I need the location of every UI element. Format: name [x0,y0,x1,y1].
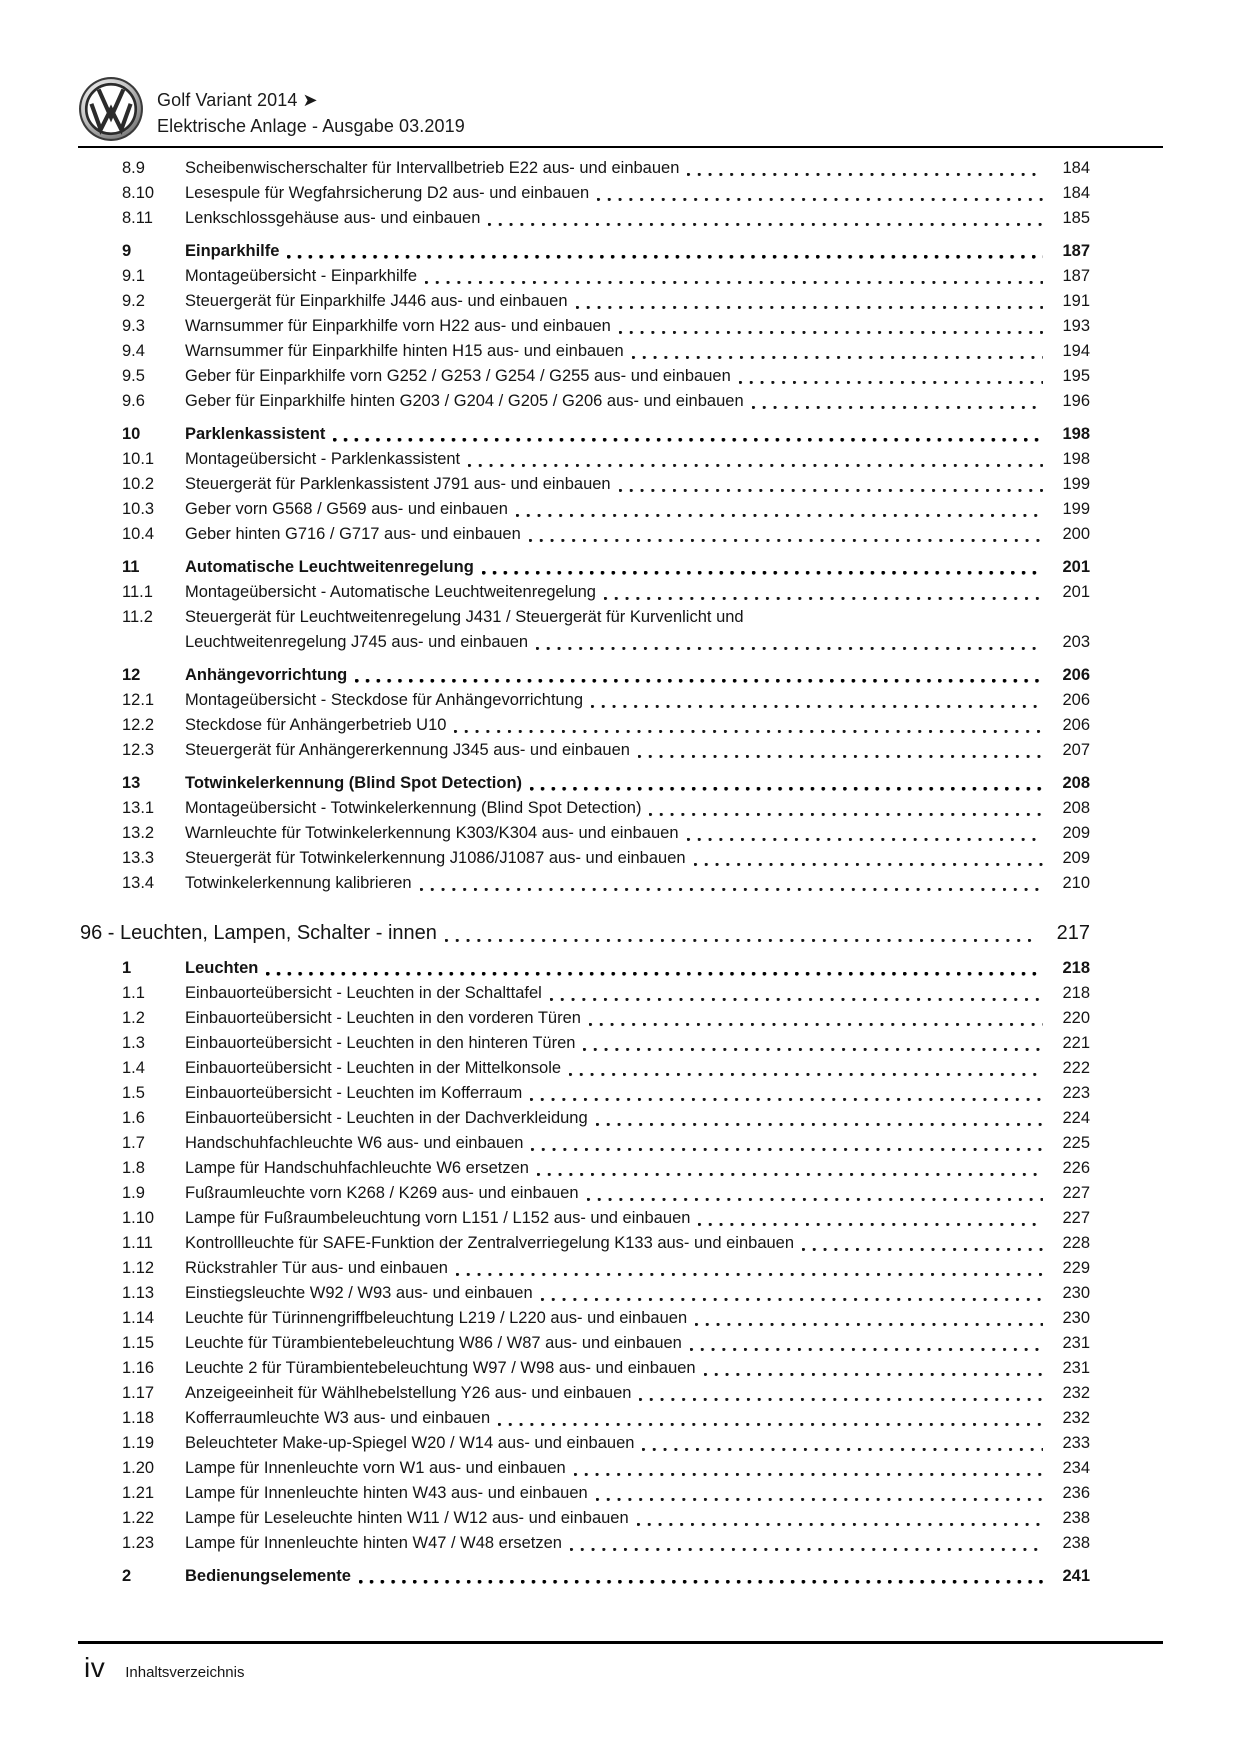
entry-title: Einbauorteübersicht - Leuchten in der Mittelkonsole [185,1059,562,1077]
toc-entry-row [80,156,1090,181]
dot-leader [468,453,1043,472]
entry-number: 9 [122,242,132,260]
toc-entry-row [80,846,1090,871]
page-number: 220 [1062,1009,1090,1027]
entry-title: Geber für Einparkhilfe hinten G203 / G204 / G205 / G206 aus- und einbauen [185,392,744,410]
entry-title: Rückstrahler Tür aus- und einbauen [185,1259,448,1277]
page-header [78,74,1163,142]
toc-entry-row [80,580,1090,605]
entry-title: Steuergerät für Leuchtweitenregelung J431 / Steuergerät für Kurvenlicht und [185,608,744,626]
toc-entry-row [80,447,1090,472]
entry-number: 10.3 [122,500,155,518]
toc-entry-row [80,472,1090,497]
page-number: 207 [1062,741,1090,759]
toc-entry-row [80,289,1090,314]
dot-leader [649,802,1043,821]
entry-number: 1.15 [122,1334,155,1352]
page-number: 228 [1062,1234,1090,1252]
entry-number: 12.3 [122,741,155,759]
page-number: 184 [1062,159,1090,177]
entry-title: Einbauorteübersicht - Leuchten in den hinteren Türen [185,1034,576,1052]
entry-number: 8.10 [122,184,155,202]
toc-entry-row [80,1506,1090,1531]
toc-entry-row [80,1181,1090,1206]
dot-leader [752,395,1043,414]
entry-number: 9.5 [122,367,145,385]
page-number: 194 [1062,342,1090,360]
entry-number: 9.3 [122,317,145,335]
entry-title-continued: Leuchtweitenregelung J745 aus- und einbauen [185,633,529,651]
entry-number: 1.16 [122,1359,155,1377]
dot-leader [632,345,1043,364]
entry-title: Lampe für Leseleuchte hinten W11 / W12 aus- und einbauen [185,1509,629,1527]
toc-entry-row [80,1381,1090,1406]
entry-title: Beleuchteter Make-up-Spiegel W20 / W14 aus- und einbauen [185,1434,635,1452]
entry-title: Lampe für Innenleuchte vorn W1 aus- und einbauen [185,1459,566,1477]
vw-logo-icon [78,76,144,142]
entry-title: Lesespule für Wegfahrsicherung D2 aus- und einbauen [185,184,590,202]
dot-leader [570,1537,1043,1556]
dot-leader [541,1287,1043,1306]
document-title-line2: Elektrische Anlage - Ausgabe 03.2019 [157,116,465,136]
page-number: 238 [1062,1509,1090,1527]
entry-number: 1.18 [122,1409,155,1427]
dot-leader [690,1337,1043,1356]
page-number: 231 [1062,1359,1090,1377]
entry-title: Warnsummer für Einparkhilfe hinten H15 aus- und einbauen [185,342,624,360]
page-number: 231 [1062,1334,1090,1352]
entry-title: Steuergerät für Anhängererkennung J345 aus- und einbauen [185,741,630,759]
entry-title: Leuchte für Türambientebeleuchtung W86 / W87 aus- und einbauen [185,1334,682,1352]
toc-entry-row [80,1331,1090,1356]
page-number: 236 [1062,1484,1090,1502]
dot-leader [619,478,1043,497]
dot-leader [425,270,1043,289]
page-footer [84,1652,244,1684]
page-number: 226 [1062,1159,1090,1177]
dot-leader [359,1570,1043,1589]
dot-leader [583,1037,1043,1056]
entry-number: 11 [122,558,140,576]
entry-number: 1.22 [122,1509,155,1527]
toc-entry-row [80,1006,1090,1031]
toc-chapter-row [80,422,1090,447]
entry-number: 1.4 [122,1059,145,1077]
dot-leader [420,877,1043,896]
entry-title: Kontrollleuchte für SAFE-Funktion der Zentralverriegelung K133 aus- und einbauen [185,1234,795,1252]
page-number: 193 [1062,317,1090,335]
entry-title: Lampe für Handschuhfachleuchte W6 ersetzen [185,1159,529,1177]
entry-number: 1.19 [122,1434,155,1452]
entry-title: Bedienungselemente [185,1567,351,1585]
dot-leader [454,719,1043,738]
page-number: 222 [1062,1059,1090,1077]
dot-leader [639,1387,1043,1406]
toc-entry-row [80,1106,1090,1131]
page-number: 218 [1062,984,1090,1002]
page-number: 218 [1062,959,1090,977]
toc-entry-row [80,821,1090,846]
entry-title: Montageübersicht - Parklenkassistent [185,450,461,468]
dot-leader [530,777,1043,796]
entry-title: Warnleuchte für Totwinkelerkennung K303/K304 aus- und einbauen [185,824,679,842]
entry-number: 13.3 [122,849,155,867]
entry-title: Handschuhfachleuchte W6 aus- und einbauen [185,1134,524,1152]
toc-list [80,156,1090,1589]
entry-title: Montageübersicht - Totwinkelerkennung (Blind Spot Detection) [185,799,642,817]
page-number: 184 [1062,184,1090,202]
page-number: 241 [1062,1567,1090,1585]
toc-entry-row [80,1406,1090,1431]
dot-leader [516,503,1043,522]
entry-title: Lampe für Innenleuchte hinten W43 aus- und einbauen [185,1484,588,1502]
entry-number: 2 [122,1567,132,1585]
page-number: 199 [1062,500,1090,518]
entry-title: Einbauorteübersicht - Leuchten in den vorderen Türen [185,1009,581,1027]
entry-title: Geber vorn G568 / G569 aus- und einbauen [185,500,508,518]
dot-leader [536,636,1043,655]
entry-number: 9.2 [122,292,145,310]
page-number: 198 [1062,450,1090,468]
entry-number: 1.8 [122,1159,145,1177]
entry-number: 1.3 [122,1034,145,1052]
toc-entry-row [80,1431,1090,1456]
page-number: 191 [1062,292,1090,310]
dot-leader [537,1162,1043,1181]
entry-title: Lenkschlossgehäuse aus- und einbauen [185,209,481,227]
entry-title: Leuchte 2 für Türambientebeleuchtung W97 / W98 aus- und einbauen [185,1359,696,1377]
page-number: 209 [1062,849,1090,867]
page-number: 229 [1062,1259,1090,1277]
entry-title: Scheibenwischerschalter für Intervallbetrieb E22 aus- und einbauen [185,159,680,177]
page-number: 195 [1062,367,1090,385]
page-number: 196 [1062,392,1090,410]
entry-number: 1.17 [122,1384,155,1402]
entry-title: Fußraumleuchte vorn K268 / K269 aus- und einbauen [185,1184,579,1202]
toc-entry-row [80,981,1090,1006]
entry-number: 11.2 [122,608,153,626]
dot-leader [531,1137,1043,1156]
entry-number: 1.14 [122,1309,155,1327]
entry-title: Totwinkelerkennung kalibrieren [185,874,412,892]
entry-title: Anhängevorrichtung [185,666,348,684]
dot-leader [698,1212,1043,1231]
page-number: 230 [1062,1284,1090,1302]
toc-entry-row [80,1481,1090,1506]
dot-leader [355,669,1043,688]
toc-entry-row [80,314,1090,339]
toc-entry-row [80,264,1090,289]
dot-leader [488,212,1043,231]
entry-number: 1.6 [122,1109,145,1127]
page-number: 187 [1062,267,1090,285]
toc-entry-row [80,1206,1090,1231]
page-number: 208 [1062,799,1090,817]
toc-entry-row [80,1256,1090,1281]
dot-leader [695,1312,1043,1331]
dot-leader [694,852,1043,871]
toc-chapter-row [80,555,1090,580]
page-number: 199 [1062,475,1090,493]
entry-title: Einstiegsleuchte W92 / W93 aus- und einbauen [185,1284,533,1302]
dot-leader [482,561,1043,580]
toc-entry-row [80,871,1090,896]
page-number: 198 [1062,425,1090,443]
page-number: 232 [1062,1409,1090,1427]
entry-title: Einbauorteübersicht - Leuchten in der Dachverkleidung [185,1109,588,1127]
entry-title: Anzeigeeinheit für Wählhebelstellung Y26 aus- und einbauen [185,1384,632,1402]
page-number: 210 [1062,874,1090,892]
dot-leader [266,962,1043,981]
entry-number: 10 [122,425,141,443]
toc-entry-row [80,181,1090,206]
toc-entry-row [80,1356,1090,1381]
toc-entry-row [80,1056,1090,1081]
dot-leader [587,1187,1043,1206]
page-number: 208 [1062,774,1090,792]
entry-number: 9.6 [122,392,145,410]
page-number: 201 [1062,558,1090,576]
entry-title: Montageübersicht - Steckdose für Anhängevorrichtung [185,691,584,709]
dot-leader [445,926,1037,948]
dot-leader [596,1487,1043,1506]
toc-entry-row [80,713,1090,738]
dot-leader [333,428,1043,447]
page-number: 227 [1062,1184,1090,1202]
dot-leader [687,827,1043,846]
toc-chapter-row [80,239,1090,264]
dot-leader [530,1087,1043,1106]
toc-chapter-row [80,956,1090,981]
dot-leader [687,162,1043,181]
document-title-line1: Golf Variant 2014 ➤ [157,90,318,110]
entry-number: 12.2 [122,716,155,734]
page-number: 187 [1062,242,1090,260]
dot-leader [739,370,1043,389]
page-number: 203 [1062,633,1090,651]
dot-leader [619,320,1043,339]
entry-number: 13.2 [122,824,155,842]
page-number: 209 [1062,824,1090,842]
toc-entry-row [80,605,1090,655]
entry-number: 10.2 [122,475,155,493]
entry-number: 9.4 [122,342,145,360]
dot-leader [638,744,1043,763]
entry-number: 13.1 [122,799,155,817]
entry-number: 1.5 [122,1084,145,1102]
entry-number: 1.2 [122,1009,145,1027]
entry-number: 1.9 [122,1184,145,1202]
toc-chapter-row [80,771,1090,796]
toc-entry-row [80,1081,1090,1106]
toc-entry-row [80,796,1090,821]
page-number: 201 [1062,583,1090,601]
entry-number: 12 [122,666,141,684]
entry-title: Steuergerät für Parklenkassistent J791 aus- und einbauen [185,475,611,493]
page-number: 233 [1062,1434,1090,1452]
dot-leader [456,1262,1043,1281]
entry-title: Steuergerät für Totwinkelerkennung J1086/J1087 aus- und einbauen [185,849,686,867]
page-number: 225 [1062,1134,1090,1152]
page-number: 185 [1062,209,1090,227]
entry-number: 8.9 [122,159,145,177]
entry-number: 1.13 [122,1284,155,1302]
entry-number: 1.21 [122,1484,155,1502]
entry-title: Parklenkassistent [185,425,326,443]
entry-number: 9.1 [122,267,145,285]
page-number: 224 [1062,1109,1090,1127]
entry-number: 10.1 [122,450,155,468]
toc-entry-row [80,389,1090,414]
footer-page-number: iv [84,1652,106,1683]
toc-entry-row [80,1131,1090,1156]
toc-entry-row [80,688,1090,713]
page-number: 238 [1062,1534,1090,1552]
toc-entry-row [80,1231,1090,1256]
entry-number: 11.1 [122,583,153,601]
page-number: 200 [1062,525,1090,543]
entry-title: Steckdose für Anhängerbetrieb U10 [185,716,447,734]
entry-number: 1.11 [122,1234,153,1252]
toc-entry-row [80,1156,1090,1181]
dot-leader [596,1112,1043,1131]
group-title: 96 - Leuchten, Lampen, Schalter - innen [80,922,437,944]
page-number: 230 [1062,1309,1090,1327]
entry-number: 1.10 [122,1209,155,1227]
footer-label: Inhaltsverzeichnis [125,1664,245,1681]
toc-entry-row [80,1281,1090,1306]
entry-title: Einbauorteübersicht - Leuchten in der Schalttafel [185,984,542,1002]
entry-number: 13.4 [122,874,155,892]
dot-leader [642,1437,1043,1456]
dot-leader [802,1237,1043,1256]
toc-entry-row [80,1031,1090,1056]
entry-title: Warnsummer für Einparkhilfe vorn H22 aus- und einbauen [185,317,611,335]
entry-number: 1.7 [122,1134,145,1152]
page-number: 206 [1062,691,1090,709]
entry-title: Einbauorteübersicht - Leuchten im Kofferraum [185,1084,523,1102]
toc-entry-row [80,522,1090,547]
entry-title: Leuchten [185,959,259,977]
dot-leader [576,295,1043,314]
dot-leader [498,1412,1043,1431]
entry-title: Einparkhilfe [185,242,280,260]
page-number: 206 [1062,666,1090,684]
toc-entry-row [80,1306,1090,1331]
dot-leader [569,1062,1043,1081]
entry-number: 13 [122,774,141,792]
entry-title: Leuchte für Türinnengriffbeleuchtung L219 / L220 aus- und einbauen [185,1309,688,1327]
dot-leader [597,187,1043,206]
dot-leader [287,245,1043,264]
page-number: 223 [1062,1084,1090,1102]
toc-entry-row [80,206,1090,231]
page-number: 232 [1062,1384,1090,1402]
page-number: 217 [1056,922,1090,944]
dot-leader [574,1462,1043,1481]
toc-entry-row [80,1456,1090,1481]
entry-number: 1.20 [122,1459,155,1477]
entry-title: Montageübersicht - Automatische Leuchtweitenregelung [185,583,596,601]
entry-number: 1.12 [122,1259,155,1277]
entry-title: Geber für Einparkhilfe vorn G252 / G253 / G254 / G255 aus- und einbauen [185,367,731,385]
page-number: 227 [1062,1209,1090,1227]
dot-leader [589,1012,1043,1031]
dot-leader [591,694,1043,713]
page-number: 221 [1062,1034,1090,1052]
header-divider [78,146,1163,148]
dot-leader [704,1362,1043,1381]
entry-number: 1 [122,959,132,977]
entry-number: 12.1 [122,691,155,709]
entry-title: Lampe für Fußraumbeleuchtung vorn L151 / L152 aus- und einbauen [185,1209,691,1227]
toc-entry-row [80,364,1090,389]
entry-title: Totwinkelerkennung (Blind Spot Detection) [185,774,523,792]
entry-number: 10.4 [122,525,155,543]
toc-entry-row [80,339,1090,364]
page-number: 234 [1062,1459,1090,1477]
entry-title: Kofferraumleuchte W3 aus- und einbauen [185,1409,491,1427]
entry-title: Geber hinten G716 / G717 aus- und einbauen [185,525,521,543]
entry-number: 1.23 [122,1534,155,1552]
toc-entry-row [80,497,1090,522]
toc-entry-row [80,738,1090,763]
dot-leader [550,987,1043,1006]
toc-chapter-row [80,1564,1090,1589]
entry-number: 8.11 [122,209,153,227]
footer-divider [78,1641,1163,1644]
entry-title: Automatische Leuchtweitenregelung [185,558,474,576]
page-number: 206 [1062,716,1090,734]
toc-chapter-row [80,663,1090,688]
entry-number: 1.1 [122,984,145,1002]
dot-leader [529,528,1043,547]
dot-leader [637,1512,1043,1531]
entry-title: Montageübersicht - Einparkhilfe [185,267,418,285]
entry-title: Steuergerät für Einparkhilfe J446 aus- und einbauen [185,292,568,310]
toc-entry-row [80,1531,1090,1556]
toc-group-heading [80,918,1090,948]
entry-title: Lampe für Innenleuchte hinten W47 / W48 ersetzen [185,1534,562,1552]
dot-leader [604,586,1043,605]
